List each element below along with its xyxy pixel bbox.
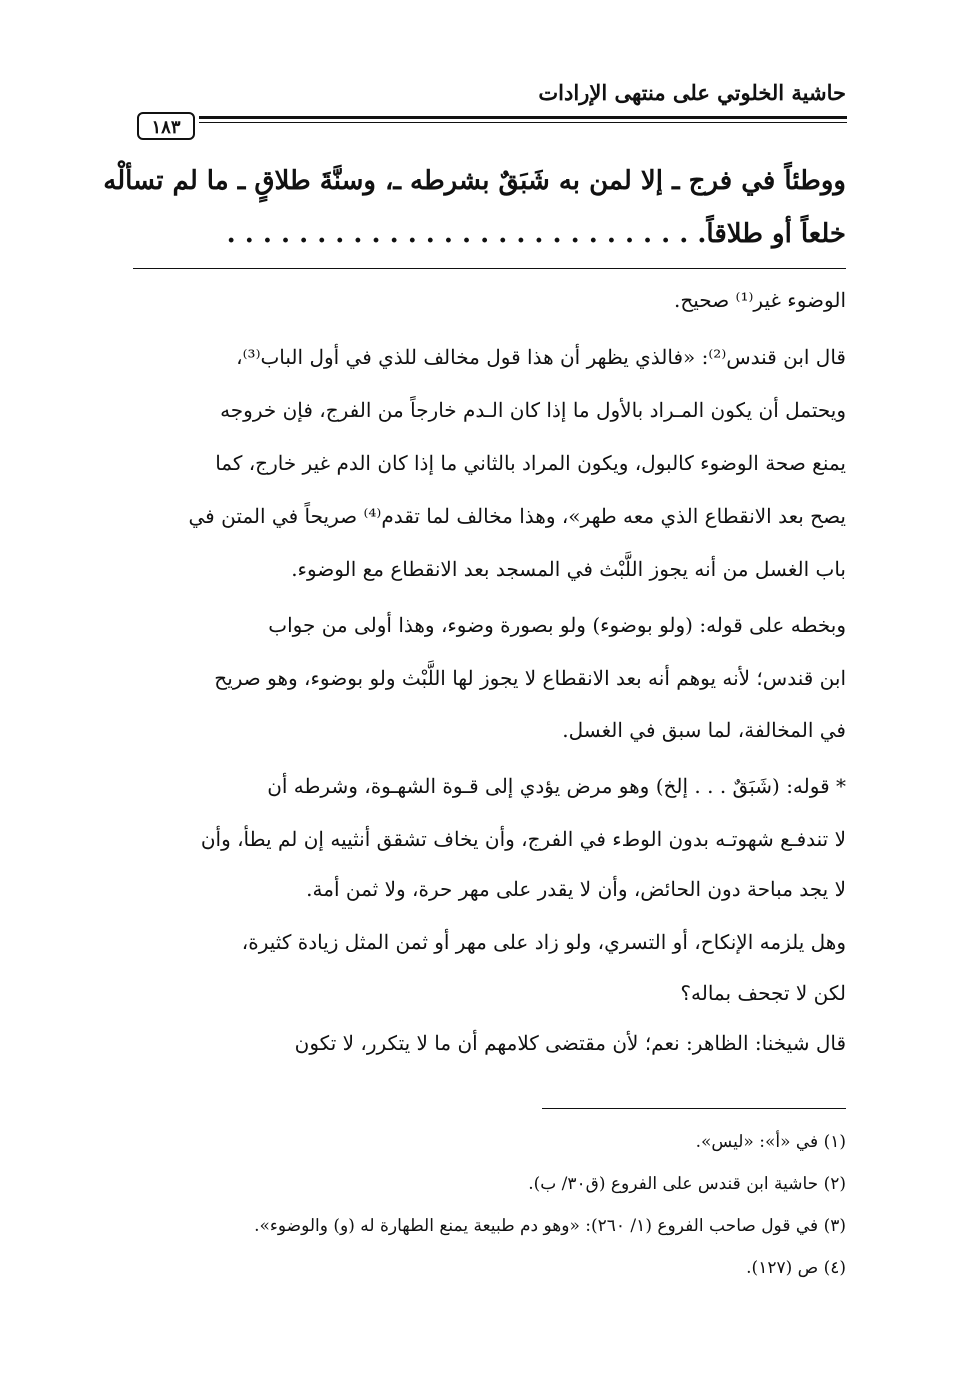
footnote-3: (٣) في قول صاحب الفروع (١/ ٢٦٠): «وهو دم طبيعة يمنع الطهارة له (و) والوضوء». — [254, 1216, 846, 1236]
footnote-separator — [542, 1108, 846, 1109]
matn-line-1: ووطئاً في فرج ـ إلا لمن به شَبَقٌ بشرطه ـ، وسنَّةَ طلاقٍ ـ ما لم تسألْه — [103, 166, 846, 196]
body-line: يمنع صحة الوضوء كالبول، ويكون المراد بالثاني ما إذا كان الدم غير خارج، كما — [215, 451, 846, 475]
matn-separator — [133, 268, 846, 269]
body-line: لا يجد مباحة دون الحائض، وأن لا يقدر على مهر حرة، ولا ثمن أمة. — [306, 877, 846, 901]
body-line: * قوله: (شَبَقٌ . . . إلخ) وهو مرض يؤدي إلى قـوة الشهـوة، وشرطه أن — [267, 774, 846, 798]
header-rule-top — [199, 116, 847, 119]
footnote-1: (١) في «أ»: «ليس». — [695, 1132, 846, 1152]
page-number: ١٨٣ — [137, 112, 195, 140]
header-rule-bottom — [199, 122, 847, 123]
body-line: وبخطه على قوله: (ولو بوضوء) ولو بصورة وضوء، وهذا أولى من جواب — [268, 613, 846, 637]
footnote-2: (٢) حاشية ابن قندس على الفروع (ق٣٠/ ب). — [528, 1174, 846, 1194]
body-line: قال ابن قندس⁽²⁾: «فالذي يظهر أن هذا قول مخالف للذي في أول الباب⁽³⁾، — [236, 345, 846, 369]
matn-line-2: خلعاً أو طلاقاً. . . . . . . . . . . . . . . . . . . . . . . . . . . — [226, 219, 846, 249]
body-line: وهل يلزمه الإنكاح، أو التسري، ولو زاد على مهر أو ثمن المثل زيادة كثيرة، — [241, 930, 846, 954]
running-header-title: حاشية الخلوتي على منتهى الإرادات — [538, 80, 846, 105]
body-line: ابن قندس؛ لأنه يوهم أنه بعد الانقطاع لا يجوز لها اللَّبْث ولو بوضوء، وهو صريح — [214, 666, 846, 690]
body-line: قال شيخنا: الظاهر: نعم؛ لأن مقتضى كلامهم أن ما لا يتكرر، لا تكون — [294, 1031, 846, 1055]
body-line: في المخالفة، لما سبق في الغسل. — [562, 718, 846, 742]
body-line: ويحتمل أن يكون المـراد بالأول ما إذا كان الـدم خارجاً من الفرج، فإن خروجه — [220, 398, 846, 422]
body-line: يصح بعد الانقطاع الذي معه طهر»، وهذا مخالف لما تقدم⁽⁴⁾ صريحاً في المتن في — [188, 504, 846, 528]
footnote-4: (٤) ص (١٢٧). — [746, 1258, 846, 1278]
body-line: لا تندفـع شهوتـه بدون الوطء في الفرج، وأن يخاف تشقق أنثييه إن لم يطأ، وأن — [200, 827, 846, 851]
body-line: الوضوء غير⁽¹⁾ صحيح. — [674, 288, 846, 312]
body-line: لكن لا تجحف بماله؟ — [680, 981, 846, 1005]
body-line: باب الغسل من أنه يجوز اللَّبْث في المسجد بعد الانقطاع مع الوضوء. — [291, 557, 846, 581]
